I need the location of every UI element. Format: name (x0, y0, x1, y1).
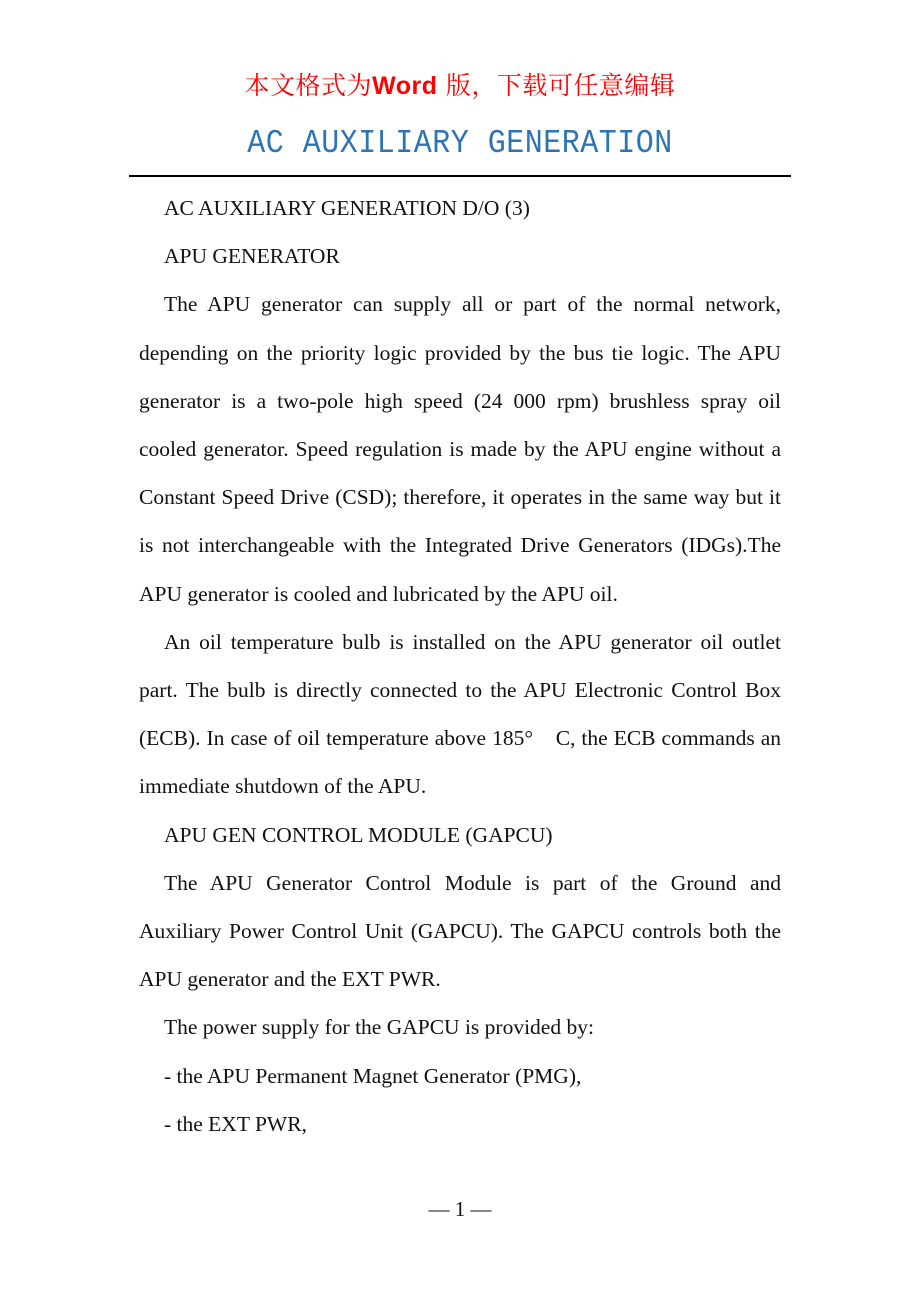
document-body (139, 184, 781, 1148)
banner-prefix: 本文格式为 (244, 71, 373, 100)
banner-word: Word (372, 72, 438, 100)
section-subtitle: AC AUXILIARY GENERATION D/O (3) (164, 196, 530, 220)
document-title: AC AUXILIARY GENERATION (247, 124, 673, 164)
section-heading-gapcu: APU GEN CONTROL MODULE (GAPCU) (164, 822, 553, 847)
paragraph-oil-temperature: An oil temperature bulb is installed on the APU generator oil outlet part. The bulb is directly connected to the APU Electronic Control Box (ECB). In case of oil temperature above 185° C, the ECB commands an immediate shutdown of the APU. (139, 629, 781, 799)
title-divider (129, 175, 791, 177)
page-number: — 1 — (428, 1197, 492, 1221)
list-item-pmg: - the APU Permanent Magnet Generator (PMG), (164, 1063, 582, 1088)
paragraph-gapcu: The APU Generator Control Module is part of the Ground and Auxiliary Power Control Unit (GAPCU). The GAPCU controls both the APU generator and the EXT PWR. (139, 870, 781, 992)
section-heading-apu-generator: APU GENERATOR (164, 244, 340, 269)
banner-suffix: 版，下载可任意编辑 (437, 71, 676, 100)
paragraph-apu-generator: The APU generator can supply all or part of the normal network, depending on the priority logic provided by the bus tie logic. The APU generator is a two-pole high speed (24 000 rpm) brushless spray oil cooled generator. Speed regulation is made by the APU engine without a Constant Speed Drive (CSD); therefore, it operates in the same way but it is not interchangeable with the Integrated Drive Generators (IDGs).The APU generator is cooled and lubricated by the APU oil. (139, 292, 781, 606)
list-item-ext-pwr: - the EXT PWR, (164, 1111, 307, 1136)
word-format-banner (0, 66, 920, 106)
paragraph-power-supply: The power supply for the GAPCU is provided by: (164, 1015, 594, 1040)
